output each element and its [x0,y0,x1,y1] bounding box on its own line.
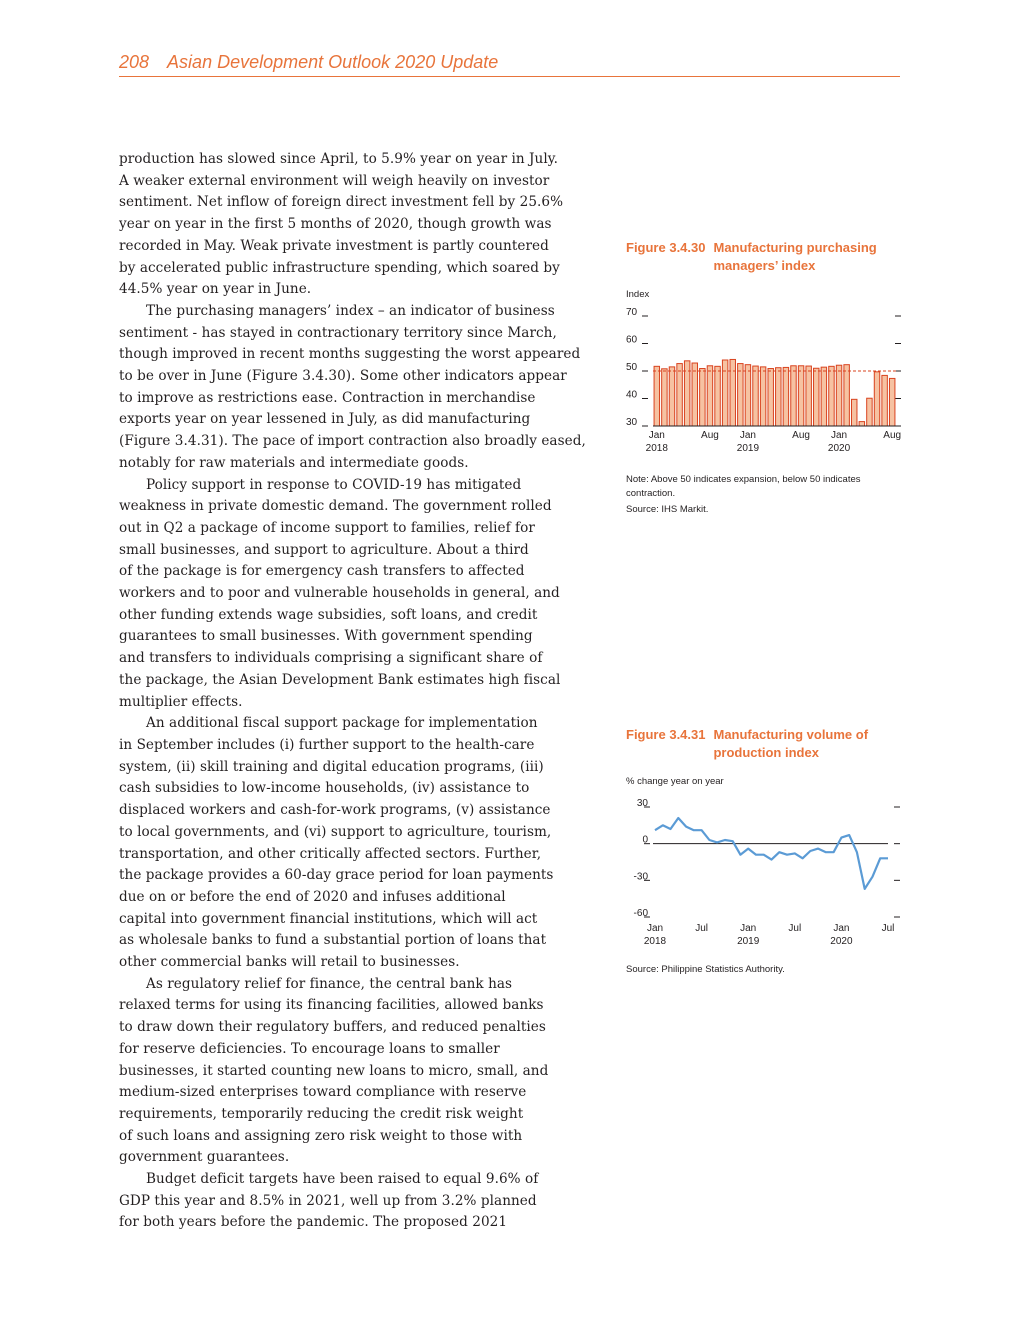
pmi-bar [889,378,894,426]
figure-number: Figure 3.4.31 [626,727,706,742]
text-line: to improve as restrictions ease. Contraction in merchandise [119,389,536,406]
pmi-bar [776,368,781,426]
pmi-bar [738,364,743,426]
figure-note: Note: Above 50 indicates expansion, below 50 indicates contraction. [626,474,861,499]
y-tick-label: 30 [636,798,648,809]
text-line: other funding extends wage subsidies, soft loans, and credit [119,606,538,623]
text-line: of such loans and assigning zero risk weight to those with [119,1127,523,1144]
x-tick-label: Jan [648,430,665,441]
x-tick-year-label: 2020 [827,443,851,454]
pmi-bar [874,372,879,426]
page-number: 208 [119,52,150,72]
text-line: exports year on year lessened in July, as did manufacturing [119,411,531,428]
x-tick-label: Jul [788,923,802,934]
y-tick-label: 50 [626,362,638,373]
text-line: relaxed terms for using its financing facilities, allowed banks [119,997,544,1014]
figure-title [626,239,906,275]
text-line: year on year in the first 5 months of 2020, though growth was [119,216,552,233]
text-line: 44.5% year on year in June. [119,281,312,298]
text-line: to draw down their regulatory buffers, and reduced penalties [119,1019,546,1036]
pmi-bar [821,367,826,426]
pmi-bar [707,366,712,426]
pmi-bar [753,366,758,426]
pmi-bar [783,367,788,426]
pmi-bar [798,366,803,426]
text-line: though improved in recent months suggesting the worst appeared [119,346,581,363]
text-line: the package provides a 60-day grace period for loan payments [119,867,554,884]
y-tick-label: -60 [633,908,648,919]
pmi-bar [859,422,864,426]
x-tick-label: Aug [883,430,902,441]
text-line: sentiment - has stayed in contractionary territory since March, [119,324,557,341]
text-line: The purchasing managers’ index – an indicator of business [146,302,555,319]
text-line: workers and to poor and vulnerable households in general, and [119,585,560,602]
text-line: government guarantees. [119,1149,290,1166]
text-line: transportation, and other critically affected sectors. Further, [119,845,542,862]
x-tick-label: Aug [701,430,719,441]
figure-3-4-30 [626,239,906,517]
pmi-bar [700,369,705,426]
x-tick-label: Jan [740,923,757,934]
figure-source: Source: IHS Markit. [626,504,709,515]
pmi-bar [844,365,849,426]
production-series-line [655,818,888,889]
y-tick-label: -30 [633,871,648,883]
pmi-bar [722,360,727,426]
pmi-bar [882,375,887,426]
x-tick-label: Jan [833,923,850,934]
text-line: medium-sized enterprises toward compliance with reserve [119,1084,527,1101]
text-line: guarantees to small businesses. With government spending [119,628,533,645]
figure-title-text: Manufacturing volume of production index [713,727,869,760]
text-line: system, (ii) skill training and digital education programs, (iii) [119,758,544,775]
text-line: by accelerated public infrastructure spending, which soared by [119,259,560,276]
text-line: An additional fiscal support package for implementation [146,715,538,732]
text-line: A weaker external environment will weigh heavily on investor [119,172,550,189]
text-line: weakness in private domestic demand. The government rolled [119,498,552,515]
x-tick-year-label: 2020 [830,936,853,947]
text-line: to be over in June (Figure 3.4.30). Some other indicators appear [119,368,567,385]
pmi-bar [852,399,857,426]
text-line: (Figure 3.4.31). The pace of import contraction also broadly eased, [119,433,586,450]
figure-title-text: Manufacturing purchasing managers’ index [713,240,877,273]
text-line: As regulatory relief for finance, the central bank has [146,975,513,992]
text-line: Budget deficit targets have been raised to equal 9.6% of [146,1171,539,1188]
y-tick-label: 70 [626,307,638,318]
pmi-bar [768,369,773,426]
pmi-bar [791,366,796,426]
text-line: displaced workers and cash-for-work programs, (v) assistance [119,802,551,819]
pmi-bar-chart [626,300,906,468]
pmi-bar [715,366,720,426]
x-tick-label: Jul [881,923,895,934]
text-line: and transfers to individuals comprising a significant share of [119,650,543,667]
text-line: sentiment. Net inflow of foreign direct investment fell by 25.6% [119,194,564,211]
x-tick-label: Jan [830,430,848,441]
text-line: for reserve deficiencies. To encourage loans to smaller [119,1040,500,1057]
production-line-chart [626,787,906,955]
body-text [119,149,589,1234]
figure-3-4-31 [626,726,906,977]
pmi-bar [669,367,674,426]
text-line: businesses, it started counting new loans to micro, small, and [119,1062,549,1079]
text-line: notably for raw materials and intermediate goods. [119,454,469,471]
page-header [119,52,900,77]
text-line: recorded in May. Weak private investment is partly countered [119,237,549,254]
text-line: as wholesale banks to fund a substantial portion of loans that [119,932,547,949]
pmi-bar [654,366,659,426]
text-line: capital into government financial institutions, which will act [119,910,538,927]
text-line: due on or before the end of 2020 and infuses additional [119,888,506,905]
pmi-bar [814,368,819,426]
pmi-bar [662,369,667,426]
y-axis-unit: Index [626,289,650,300]
pmi-bar [867,398,872,426]
y-tick-label: 40 [626,389,638,401]
x-tick-label: Jan [646,923,664,934]
pmi-bar [677,364,682,426]
text-line: other commercial banks will retail to businesses. [119,954,460,971]
pmi-bar [760,367,765,426]
text-line: multiplier effects. [119,693,243,710]
text-line: small businesses, and support to agriculture. About a third [119,541,529,558]
y-tick-label: 0 [642,834,648,846]
pmi-bar [730,359,735,426]
x-tick-year-label: 2019 [737,936,760,947]
text-line: out in Q2 a package of income support to families, relief for [119,519,535,536]
pmi-bar [829,366,834,426]
x-tick-year-label: 2019 [736,443,760,454]
y-tick-label: 60 [626,334,638,346]
text-line: the package, the Asian Development Bank estimates high fiscal [119,671,561,688]
y-tick-label: 30 [626,417,638,428]
y-axis-unit: % change year on year [626,776,724,787]
pmi-bar [745,365,750,426]
pmi-bar [692,363,697,426]
figure-source: Source: Philippine Statistics Authority. [626,964,785,975]
x-tick-label: Aug [792,430,810,441]
x-tick-label: Jan [739,430,756,441]
text-line: of the package is for emergency cash transfers to affected [119,563,525,580]
text-line: GDP this year and 8.5% in 2021, well up from 3.2% planned [119,1192,537,1209]
text-line: for both years before the pandemic. The proposed 2021 [119,1214,508,1231]
x-tick-year-label: 2018 [643,936,667,947]
figure-title [626,726,906,762]
pmi-bar [836,365,841,426]
text-line: cash subsidies to low-income households, (iv) assistance to [119,780,530,797]
x-tick-year-label: 2018 [645,443,668,454]
publication-title: Asian Development Outlook 2020 Update [167,52,499,72]
text-line: Policy support in response to COVID-19 has mitigated [146,476,522,493]
x-tick-label: Jul [695,923,708,934]
text-line: production has slowed since April, to 5.9% year on year in July. [119,151,559,167]
figure-number: Figure 3.4.30 [626,240,706,255]
text-line: in September includes (i) further support to the health-care [119,736,535,753]
pmi-bar [806,366,811,426]
text-line: requirements, temporarily reducing the credit risk weight [119,1105,524,1122]
text-line: to local governments, and (vi) support to agriculture, tourism, [119,823,552,840]
